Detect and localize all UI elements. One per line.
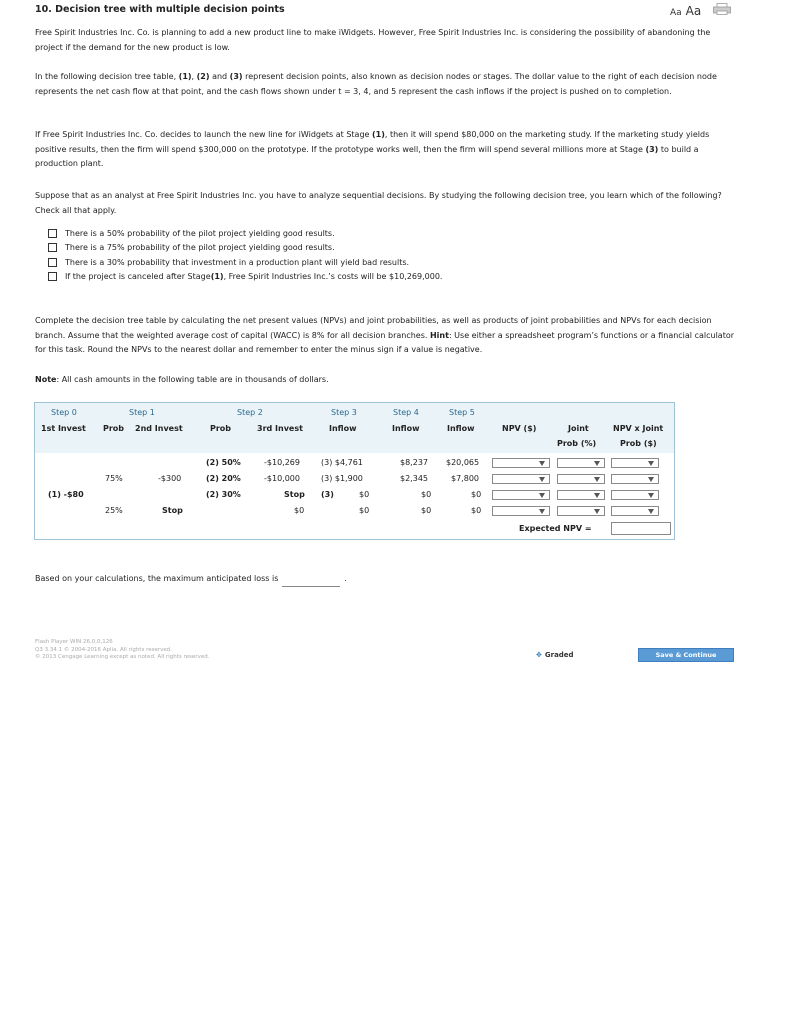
cell-r1-inflow5: $20,065 <box>446 458 480 467</box>
cell-r4-invest2: Stop <box>162 506 183 515</box>
intro-paragraph: Free Spirit Industries Inc. Co. is planning to add a new product line to make iWidgets. However, Free Spirit Industries Inc. is considering the possibility of abandoning the project if the demand for the new product is low. <box>35 28 711 52</box>
npv-dropdown-r4[interactable] <box>492 506 550 516</box>
col-3rd-invest: 3rd Invest <box>257 424 303 433</box>
col-1st-invest: 1st Invest <box>41 424 86 433</box>
decision-points-paragraph: In the following decision tree table, (1), (2) and (3) represent decision points, also known as decision nodes or stages. The dollar value to the right of each decision node represents the net cash flow at that point, and the cash flows shown under t = 3, 4, and 5 represent the cash inflows if the project is pushed on to completion. <box>35 72 717 96</box>
npv-joint-dropdown-r3[interactable] <box>611 490 659 500</box>
chevron-down-icon <box>648 493 654 498</box>
graded-indicator: ✥ Graded <box>536 651 574 659</box>
cell-r4-invest: $0 <box>294 506 305 515</box>
cell-r4-inflow5: $0 <box>471 506 482 515</box>
instructions-paragraph: Complete the decision tree table by calculating the net present values (NPVs) and joint probabilities, as well as products of joint probabilities and NPVs for each decision branch. Assume that the weighted average cost of capital (WACC) is 8% for all decision branches. Hint: Use either a spreadsheet program’s functions or a financial calculator for this task. Round the NPVs to the nearest dollar and remember to enter the minus sign if a value is negative. <box>35 316 735 354</box>
step-2-label: Step 2 <box>237 408 263 417</box>
cell-r3-inflow4: $0 <box>421 490 432 499</box>
col-joint-prob: Prob (%) <box>557 439 597 448</box>
col-inflow-3: Inflow <box>329 424 357 433</box>
max-loss-input[interactable] <box>282 577 340 587</box>
chevron-down-icon <box>648 477 654 482</box>
checkbox-options <box>48 226 442 284</box>
cell-r1-invest: -$10,269 <box>264 458 300 467</box>
npv-joint-dropdown-r2[interactable] <box>611 474 659 484</box>
col-inflow-5: Inflow <box>447 424 475 433</box>
cell-r2-invest2: -$300 <box>158 474 182 483</box>
col-npv: NPV ($) <box>502 424 537 433</box>
option-row[interactable]: There is a 30% probability that investment in a production plant will yield bad results. <box>48 255 442 270</box>
graded-icon: ✥ <box>536 651 542 659</box>
option-row[interactable]: There is a 50% probability of the pilot project yielding good results. <box>48 226 442 241</box>
chevron-down-icon <box>594 493 600 498</box>
cell-r4-inflow4: $0 <box>421 506 432 515</box>
max-loss-line: Based on your calculations, the maximum anticipated loss is . <box>35 572 735 587</box>
cell-r3-node: (3) <box>321 490 334 499</box>
cell-r1-inflow3: (3) $4,761 <box>321 458 363 467</box>
checkbox[interactable] <box>48 272 57 281</box>
font-size-controls[interactable] <box>670 4 701 18</box>
col-npv-x-joint: NPV x Joint <box>613 424 664 433</box>
chevron-down-icon <box>594 509 600 514</box>
chevron-down-icon <box>539 493 545 498</box>
cell-r3-prob: (2) 30% <box>206 490 241 499</box>
cell-r1-inflow4: $8,237 <box>400 458 428 467</box>
cell-r2-invest: -$10,000 <box>264 474 300 483</box>
cell-r4-inflow3: $0 <box>359 506 370 515</box>
expected-npv-label: Expected NPV = <box>519 524 592 533</box>
step-0-label: Step 0 <box>51 408 77 417</box>
joint-prob-dropdown-r3[interactable] <box>557 490 605 500</box>
save-continue-button[interactable]: Save & Continue <box>638 648 734 662</box>
option-row[interactable]: If the project is canceled after Stage (1) , Free Spirit Industries Inc.’s costs will be $10,269,000. <box>48 270 442 285</box>
cell-r2-prob: (2) 20% <box>206 474 241 483</box>
cell-r3-invest1: (1) -$80 <box>48 490 84 499</box>
col-prob-2: Prob <box>210 424 232 433</box>
chevron-down-icon <box>648 461 654 466</box>
cell-r2-prob1: 75% <box>105 474 123 483</box>
chevron-down-icon <box>539 509 545 514</box>
chevron-down-icon <box>594 461 600 466</box>
step-1-label: Step 1 <box>129 408 155 417</box>
cell-r3-inflow3: $0 <box>359 490 370 499</box>
cell-r2-inflow5: $7,800 <box>451 474 479 483</box>
cell-r1-prob: (2) 50% <box>206 458 241 467</box>
note-line: Note: All cash amounts in the following table are in thousands of dollars. <box>35 375 329 384</box>
npv-joint-dropdown-r4[interactable] <box>611 506 659 516</box>
col-2nd-invest: 2nd Invest <box>135 424 183 433</box>
col-npv-x-joint-prob: Prob ($) <box>620 439 657 448</box>
joint-prob-dropdown-r1[interactable] <box>557 458 605 468</box>
font-smaller-button[interactable]: Aa <box>670 8 682 18</box>
chevron-down-icon <box>594 477 600 482</box>
step-3-label: Step 3 <box>331 408 357 417</box>
joint-prob-dropdown-r2[interactable] <box>557 474 605 484</box>
joint-prob-dropdown-r4[interactable] <box>557 506 605 516</box>
checkbox[interactable] <box>48 229 57 238</box>
chevron-down-icon <box>539 477 545 482</box>
checkbox[interactable] <box>48 258 57 267</box>
npv-joint-dropdown-r1[interactable] <box>611 458 659 468</box>
stages-paragraph: If Free Spirit Industries Inc. Co. decides to launch the new line for iWidgets at Stage (1), then it will spend $80,000 on the marketing study. If the marketing study yields positive results, then the firm will spend $300,000 on the prototype. If the prototype works well, then the firm will spend several millions more at Stage (3) to build a production plant. <box>35 130 710 168</box>
decision-tree-table <box>34 402 675 540</box>
cell-r3-invest: Stop <box>284 490 305 499</box>
col-joint: Joint <box>568 424 589 433</box>
chevron-down-icon <box>539 461 545 466</box>
col-inflow-4: Inflow <box>392 424 420 433</box>
checkbox[interactable] <box>48 243 57 252</box>
print-icon[interactable] <box>713 3 731 15</box>
font-larger-button[interactable]: Aa <box>685 4 702 18</box>
cell-r2-inflow3: (3) $1,900 <box>321 474 363 483</box>
cell-r3-inflow5: $0 <box>471 490 482 499</box>
chevron-down-icon <box>648 509 654 514</box>
question-title: 10. Decision tree with multiple decision points <box>35 4 285 15</box>
npv-dropdown-r1[interactable] <box>492 458 550 468</box>
footer-copyright: Flash Player WIN 26,0,0,126 Q3 3.34.1 © 2004-2016 Aplia. All rights reserved. © 2013 Cengage Learning except as noted. All rights reserved. <box>35 639 210 660</box>
step-4-label: Step 4 <box>393 408 419 417</box>
analyst-paragraph: Suppose that as an analyst at Free Spirit Industries Inc. you have to analyze sequential decisions. By studying the following decision tree, you learn which of the following? Check all that apply. <box>35 191 722 215</box>
step-5-label: Step 5 <box>449 408 475 417</box>
cell-r4-prob1: 25% <box>105 506 123 515</box>
col-prob-1: Prob <box>103 424 125 433</box>
npv-dropdown-r2[interactable] <box>492 474 550 484</box>
option-row[interactable]: There is a 75% probability of the pilot project yielding good results. <box>48 241 442 256</box>
npv-dropdown-r3[interactable] <box>492 490 550 500</box>
cell-r2-inflow4: $2,345 <box>400 474 428 483</box>
expected-npv-input[interactable] <box>611 522 671 535</box>
